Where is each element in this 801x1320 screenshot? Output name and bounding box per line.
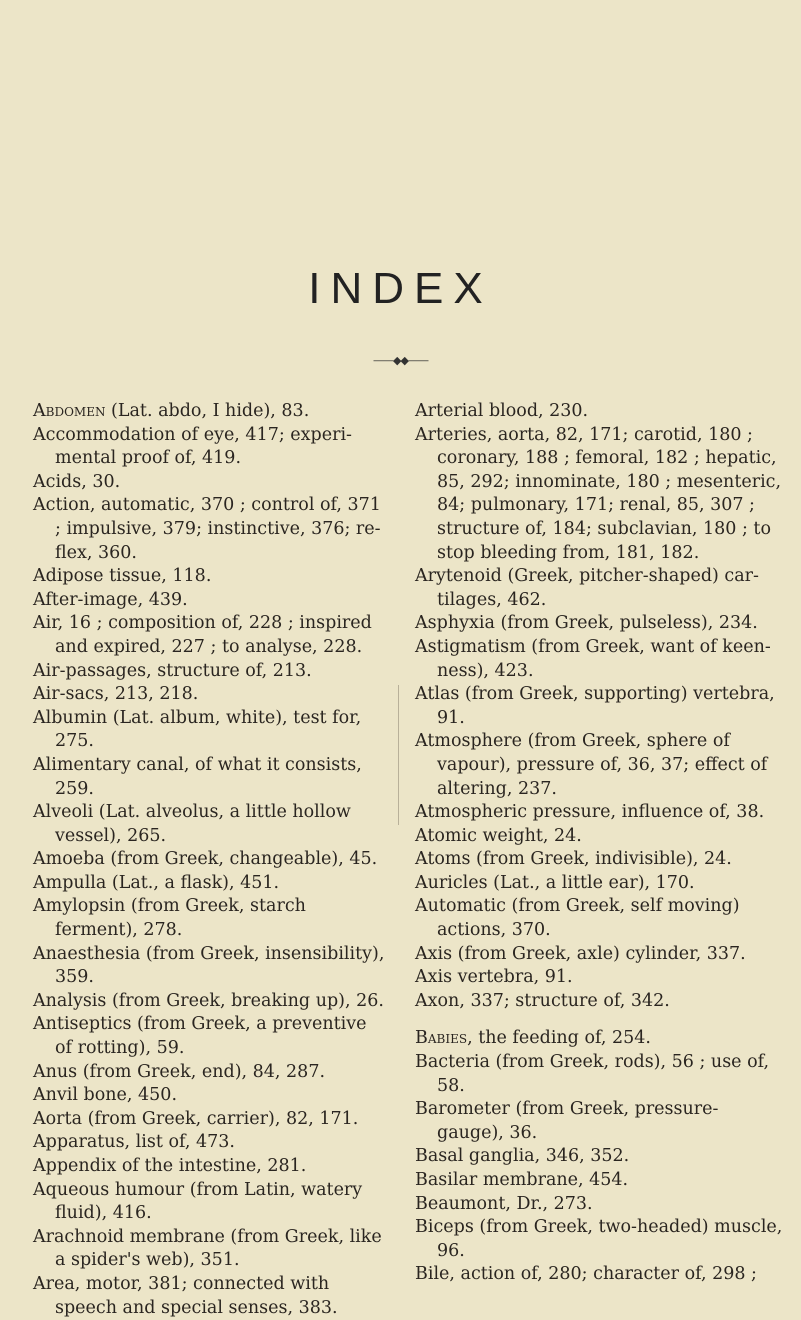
- index-entry: [415, 1193, 785, 1217]
- index-entry: [33, 612, 389, 659]
- entry-text: (Lat. abdo, I hide), 83.: [105, 401, 310, 421]
- entry-text: Aqueous humour (from Latin, watery fluid), 416.: [33, 1179, 363, 1224]
- entry-text: Ampulla (Lat., a flask), 451.: [33, 872, 280, 893]
- index-entry: [33, 1273, 389, 1320]
- index-entry: [33, 1084, 389, 1108]
- index-entry: [33, 1155, 389, 1179]
- column-rule: [398, 685, 399, 825]
- index-entry: [415, 1027, 785, 1051]
- entry-lead-word: Abdomen: [33, 401, 106, 421]
- entry-text: Beaumont, Dr., 273.: [415, 1193, 593, 1214]
- index-entry: [33, 943, 389, 990]
- entry-text: Anvil bone, 450.: [33, 1085, 178, 1106]
- index-entry: [415, 801, 785, 825]
- entry-text: Antiseptics (from Greek, a preventive of rotting), 59.: [33, 1014, 367, 1059]
- index-entry: [33, 848, 389, 872]
- index-entry: [33, 872, 389, 896]
- entry-text: Alimentary canal, of what it consists, 259.: [33, 754, 362, 799]
- entry-text: Atmosphere (from Greek, sphere of vapour), pressure of, 36, 37; effect of altering, 237.: [415, 731, 768, 799]
- index-entry: [33, 1226, 389, 1273]
- entry-text: Acids, 30.: [33, 471, 121, 492]
- index-entry: [415, 895, 785, 942]
- index-entry: [415, 825, 785, 849]
- index-entry: [33, 683, 389, 707]
- index-entry: [415, 1216, 785, 1263]
- section-gap: [415, 1013, 785, 1027]
- index-entry: [33, 990, 389, 1014]
- entry-text: Basal ganglia, 346, 352.: [415, 1146, 630, 1167]
- index-entry: [415, 1051, 785, 1098]
- page-title: INDEX: [308, 264, 493, 313]
- entry-text: , the feeding of, 254.: [467, 1028, 651, 1049]
- entry-text: Air-sacs, 213, 218.: [33, 684, 199, 705]
- entry-text: Action, automatic, 370 ; control of, 371 ; impulsive, 379; instinctive, 376; re-flex, 360.: [33, 495, 381, 563]
- entry-text: Anus (from Greek, end), 84, 287.: [33, 1061, 326, 1082]
- entry-text: Biceps (from Greek, two-headed) muscle, 96.: [415, 1217, 783, 1261]
- index-entry: [415, 1263, 785, 1287]
- entry-text: Axon, 337; structure of, 342.: [415, 990, 670, 1011]
- index-entry: [415, 612, 785, 636]
- index-entry: [33, 660, 389, 684]
- index-entry: [415, 1098, 785, 1145]
- entry-text: Area, motor, 381; connected with speech and special senses, 383.: [33, 1273, 338, 1318]
- index-entry: [415, 966, 785, 990]
- entry-text: Bacteria (from Greek, rods), 56 ; use of, 58.: [415, 1052, 770, 1096]
- entry-text: Accommodation of eye, 417; experi-mental proof of, 419.: [33, 424, 352, 469]
- index-entry: [33, 1013, 389, 1060]
- entry-text: Arterial blood, 230.: [415, 401, 589, 421]
- index-entry: [415, 1169, 785, 1193]
- entry-text: Albumin (Lat. album, white), test for, 275.: [33, 707, 362, 752]
- index-column-left: [33, 400, 389, 1320]
- index-entry: [33, 1061, 389, 1085]
- index-entry: [415, 872, 785, 896]
- entry-text: Air, 16 ; composition of, 228 ; inspired and expired, 227 ; to analyse, 228.: [33, 613, 372, 657]
- index-entry: [33, 589, 389, 613]
- entry-text: Arachnoid membrane (from Greek, like a spider's web), 351.: [33, 1226, 382, 1271]
- index-entry: [415, 1145, 785, 1169]
- entry-text: Appendix of the intestine, 281.: [33, 1156, 307, 1176]
- ornament-divider: ——◆◆——: [373, 354, 428, 367]
- index-entry: [415, 730, 785, 801]
- entry-text: Atmospheric pressure, influence of, 38.: [415, 802, 765, 823]
- index-entry: [33, 1108, 389, 1132]
- entry-text: Asphyxia (from Greek, pulseless), 234.: [415, 613, 758, 634]
- index-entry: [415, 636, 785, 683]
- index-entry: [415, 424, 785, 566]
- entry-text: Aorta (from Greek, carrier), 82, 171.: [33, 1108, 359, 1129]
- index-entry: [415, 848, 785, 872]
- index-entry: [415, 683, 785, 730]
- index-entry: [415, 400, 785, 424]
- entry-text: Amylopsin (from Greek, starch ferment), 278.: [33, 896, 306, 941]
- entry-text: Bile, action of, 280; character of, 298 ;: [415, 1264, 757, 1285]
- entry-text: Barometer (from Greek, pressure-gauge), 36.: [415, 1099, 719, 1143]
- entry-text: Analysis (from Greek, breaking up), 26.: [33, 990, 384, 1011]
- index-entry: [33, 754, 389, 801]
- index-entry: [415, 943, 785, 967]
- index-entry: [415, 990, 785, 1014]
- entry-text: Arytenoid (Greek, pitcher-shaped) car-tilages, 462.: [415, 566, 759, 610]
- index-entry: [33, 424, 389, 471]
- index-entry: [33, 494, 389, 565]
- entry-text: Anaesthesia (from Greek, insensibility), 359.: [33, 943, 385, 988]
- entry-text: Adipose tissue, 118.: [33, 566, 212, 587]
- index-entry: [33, 471, 389, 495]
- index-entry: [33, 801, 389, 848]
- index-entry: [33, 1179, 389, 1226]
- entry-lead-word: Babies: [415, 1028, 468, 1049]
- entry-text: Axis (from Greek, axle) cylinder, 337.: [415, 943, 746, 964]
- entry-text: Atomic weight, 24.: [415, 825, 582, 846]
- entry-text: Axis vertebra, 91.: [415, 967, 573, 988]
- entry-text: Astigmatism (from Greek, want of keen-ness), 423.: [415, 636, 771, 681]
- entry-text: Air-passages, structure of, 213.: [33, 660, 312, 681]
- entry-text: Auricles (Lat., a little ear), 170.: [415, 872, 695, 893]
- index-entry: [33, 895, 389, 942]
- entry-text: Atoms (from Greek, indivisible), 24.: [415, 849, 732, 870]
- entry-text: Basilar membrane, 454.: [415, 1170, 629, 1190]
- entry-text: Alveoli (Lat. alveolus, a little hollow vessel), 265.: [33, 802, 351, 846]
- index-entry: [33, 707, 389, 754]
- index-entry: [33, 1131, 389, 1155]
- index-entry: [415, 565, 785, 612]
- entry-text: Apparatus, list of, 473.: [33, 1132, 235, 1153]
- entry-text: Atlas (from Greek, supporting) vertebra, 91.: [415, 684, 775, 728]
- entry-text: Automatic (from Greek, self moving) actions, 370.: [415, 896, 740, 941]
- entry-text: After-image, 439.: [33, 589, 188, 610]
- index-entry: [33, 400, 389, 424]
- entry-text: Arteries, aorta, 82, 171; carotid, 180 ; coronary, 188 ; femoral, 182 ; hepatic, 85, 292; innominate, 180 ; mesenteric, 84; pulmonary, 171; renal, 85, 307 ; structure of, 184; subclavian, 180 ; to stop bleeding from, 181, 182.: [415, 424, 782, 563]
- index-column-right: [415, 400, 785, 1287]
- index-entry: [33, 565, 389, 589]
- entry-text: Amoeba (from Greek, changeable), 45.: [33, 849, 378, 870]
